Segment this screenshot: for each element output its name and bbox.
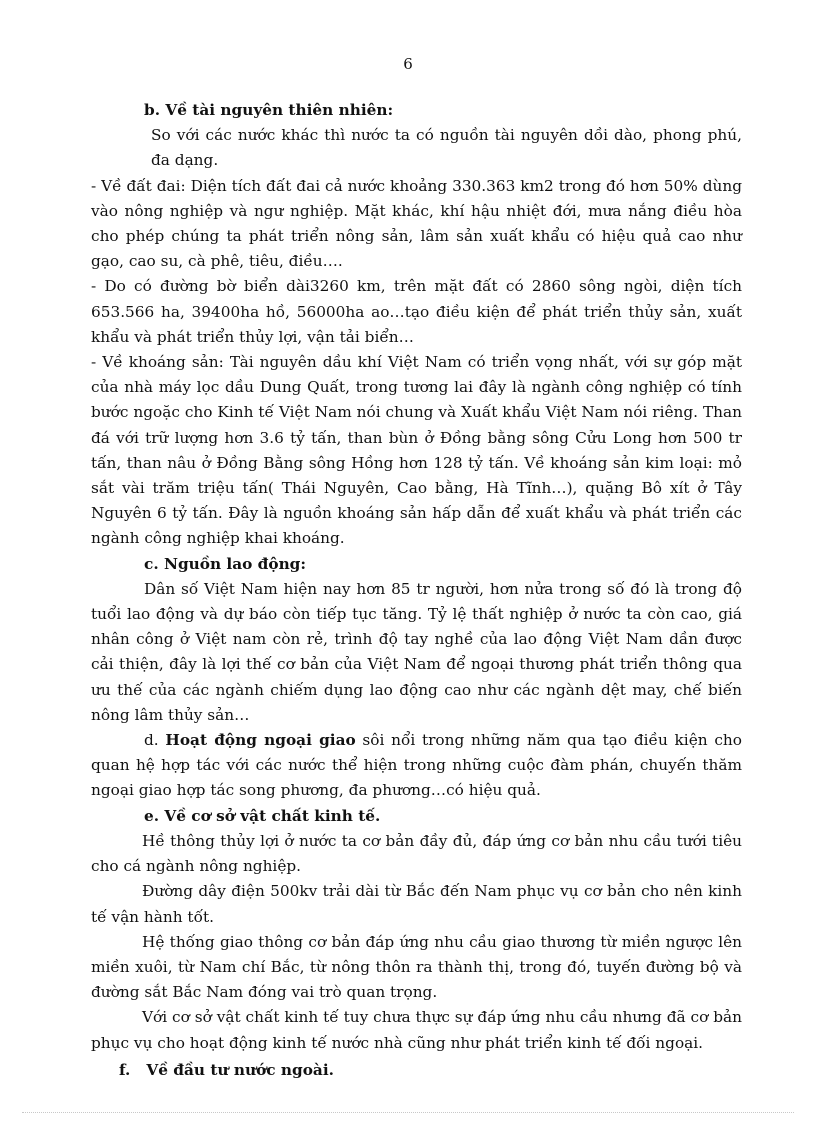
section-d-body: sôi nổi trong những năm qua tạo điều kiện cho quan hệ hợp tác với các nước thể hiện trong những cuộc đàm phán, chuyến thăm ngoại giao hợp tác song phương, đa phương…có hiệu quả.	[91, 731, 742, 800]
section-b-land-paragraph: - Về đất đai: Diện tích đất đai cả nước khoảng 330.363 km2 trong đó hơn 50% dùng vào nông nghiệp và ngư nghiệp. Mặt khác, khí hậu nhiệt đới, mưa nắng điều hòa cho phép chúng ta phát triển nông sản, lâm sản xuất khẩu có hiệu quả cao như gạo, cao su, cà phê, tiêu, điều….	[91, 176, 742, 271]
section-b-coast-paragraph: - Do có đường bờ biển dài3260 km, trên mặt đất có 2860 sông ngòi, diện tích 653.566 ha, 39400ha hồ, 56000ha ao…tạo điều kiện để phát triển thủy sản, xuất khẩu và phát triển thủy lợi, vận tải biển…	[91, 277, 742, 346]
page-number: 6	[403, 55, 413, 73]
section-b-minerals-paragraph: - Về khoáng sản: Tài nguyên dầu khí Việt Nam có triển vọng nhất, với sự góp mặt của nhà máy lọc dầu Dung Quất, trong tương lai đây là ngành công nghiệp có tính bước ngoặc cho Kinh tế Việt Nam nói chung và Xuất khẩu Việt Nam nói riêng. Than đá với trữ lượng hơn 3.6 tỷ tấn, than bùn ở Đồng bằng sông Cửu Long hơn 500 tr tấn, than nâu ở Đồng Bằng sông Hồng hơn 128 tỷ tấn. Về khoáng sản kim loại: mỏ sắt vài trăm triệu tấn( Thái Nguyên, Cao bằng, Hà Tĩnh…), quặng Bô xít ở Tây Nguyên 6 tỷ tấn. Đây là nguồn khoáng sản hấp dẫn để xuất khẩu và phát triển các ngành công nghiệp khai khoáng.	[91, 353, 742, 548]
section-e-power: Đường dây điện 500kv trải dài từ Bắc đến Nam phục vụ cơ bản cho nên kinh tế vận hành tốt.	[91, 882, 742, 926]
section-e-heading: e. Về cơ sở vật chất kinh tế.	[144, 806, 381, 825]
section-d-bold: Hoạt động ngoại giao	[165, 731, 356, 750]
document-body	[91, 98, 742, 1083]
section-b-heading: b. Về tài nguyên thiên nhiên:	[144, 101, 394, 119]
section-b-intro: So với các nước khác thì nước ta có nguồn tài nguyên dồi dào, phong phú, đa dạng.	[151, 126, 742, 170]
section-e-summary: Với cơ sở vật chất kinh tế tuy chưa thực sự đáp ứng nhu cầu nhưng đã cơ bản phục vụ cho hoạt động kinh tế nước nhà cũng như phát triển kinh tế đối ngoại.	[91, 1008, 742, 1052]
section-c-heading: c. Nguồn lao động	[144, 554, 301, 573]
section-c-body: Dân số Việt Nam hiện nay hơn 85 tr người, hơn nửa trong số đó là trong độ tuổi lao động và dự báo còn tiếp tục tăng. Tỷ lệ thất nghiệp ở nước ta còn cao, giá nhân công ở Việt nam còn rẻ, trình độ tay nghề của lao động Việt Nam dần được cải thiện, đây là lợi thế cơ bản của Việt Nam để ngoại thương phát triển thông qua ưu thế của các ngành chiếm dụng lao động cao như các ngành dệt may, chế biến nông lâm thủy sản…	[91, 579, 742, 724]
section-d-lead: d.	[144, 731, 166, 750]
section-e-irrigation: Hề thông thủy lợi ở nước ta cơ bản đầy đủ, đáp ứng cơ bản nhu cầu tưới tiêu cho cá ngành nông nghiệp.	[91, 831, 742, 876]
section-e-transport: Hệ thống giao thông cơ bản đáp ứng nhu cầu giao thương từ miền ngược lên miền xuôi, từ Nam chí Bắc, từ nông thôn ra thành thị, trong đó, tuyến đường bộ và đường sắt Bắc Nam đóng vai trò quan trọng.	[91, 932, 742, 1002]
section-c-heading-colon: :	[300, 554, 307, 573]
section-f-heading: f. Về đầu tư nước ngoài.	[119, 1060, 334, 1079]
section-c-heading-line	[91, 552, 742, 577]
page-bottom-divider	[22, 1112, 794, 1113]
section-d-paragraph	[91, 728, 742, 804]
